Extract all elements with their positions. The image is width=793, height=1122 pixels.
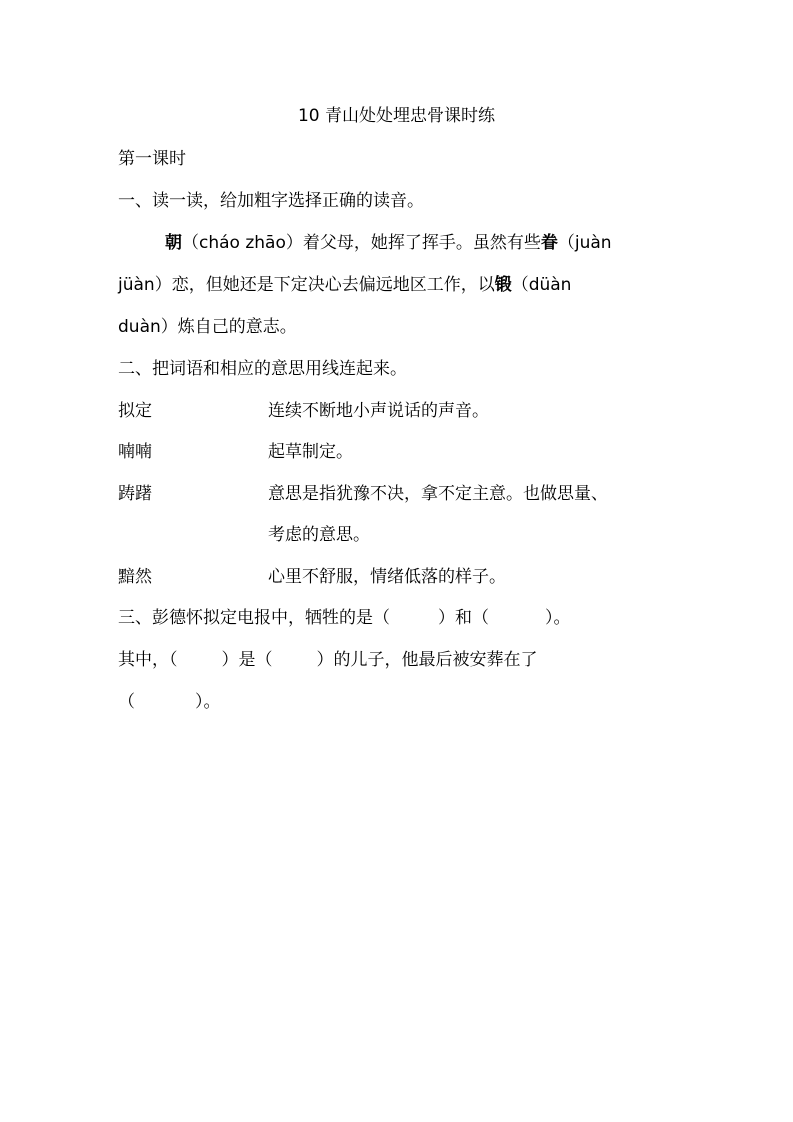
q1-line-1 bbox=[165, 231, 675, 255]
q3-text: ）是（ bbox=[221, 650, 273, 670]
bold-char-duan: 锻 bbox=[494, 275, 512, 295]
q3-line-3 bbox=[118, 690, 678, 714]
match-term: 踌躇 bbox=[118, 484, 152, 504]
match-definition: 心里不舒服，情绪低落的样子。 bbox=[268, 567, 506, 587]
match-definition-cont: 考虑的意思。 bbox=[268, 525, 370, 545]
q1-line-3: duàn）炼自己的意志。 bbox=[118, 317, 297, 337]
lesson-label: 第一课时 bbox=[118, 149, 186, 169]
q3-text: （ bbox=[118, 692, 135, 712]
match-term: 黯然 bbox=[118, 567, 152, 587]
q3-text: 其中，（ bbox=[118, 650, 178, 670]
match-term: 拟定 bbox=[118, 401, 152, 421]
q1-line-2 bbox=[118, 273, 678, 297]
q3-text: ）。 bbox=[545, 608, 571, 628]
q1-heading: 一、读一读，给加粗字选择正确的读音。 bbox=[118, 191, 424, 211]
q1-line-1-text-end: （juàn bbox=[557, 233, 612, 253]
q3-line-2 bbox=[118, 648, 678, 672]
q3-text: ）。 bbox=[195, 692, 221, 712]
q3-text: 三、彭德怀拟定电报中，牺牲的是（ bbox=[118, 608, 390, 628]
match-definition: 意思是指犹豫不决，拿不定主意。也做思量、 bbox=[268, 484, 608, 504]
q1-line-2-text-end: （düàn bbox=[511, 275, 572, 295]
match-definition: 起草制定。 bbox=[268, 442, 353, 462]
q1-line-2-text: jüàn）恋，但她还是下定决心去偏远地区工作，以 bbox=[118, 275, 495, 295]
q2-heading: 二、把词语和相应的意思用线连起来。 bbox=[118, 359, 407, 379]
q1-line-1-text: （cháo zhāo）着父母，她挥了挥手。虽然有些 bbox=[182, 233, 541, 253]
q3-text: ）和（ bbox=[438, 608, 489, 628]
match-definition: 连续不断地小声说话的声音。 bbox=[268, 401, 489, 421]
bold-char-chao: 朝 bbox=[165, 233, 182, 253]
q3-line-1 bbox=[118, 606, 678, 630]
page-title: 10 青山处处埋忠骨课时练 bbox=[297, 106, 496, 126]
q3-text: ）的儿子，他最后被安葬在了 bbox=[316, 650, 538, 670]
match-term: 喃喃 bbox=[118, 442, 152, 462]
bold-char-juan: 眷 bbox=[540, 233, 558, 253]
